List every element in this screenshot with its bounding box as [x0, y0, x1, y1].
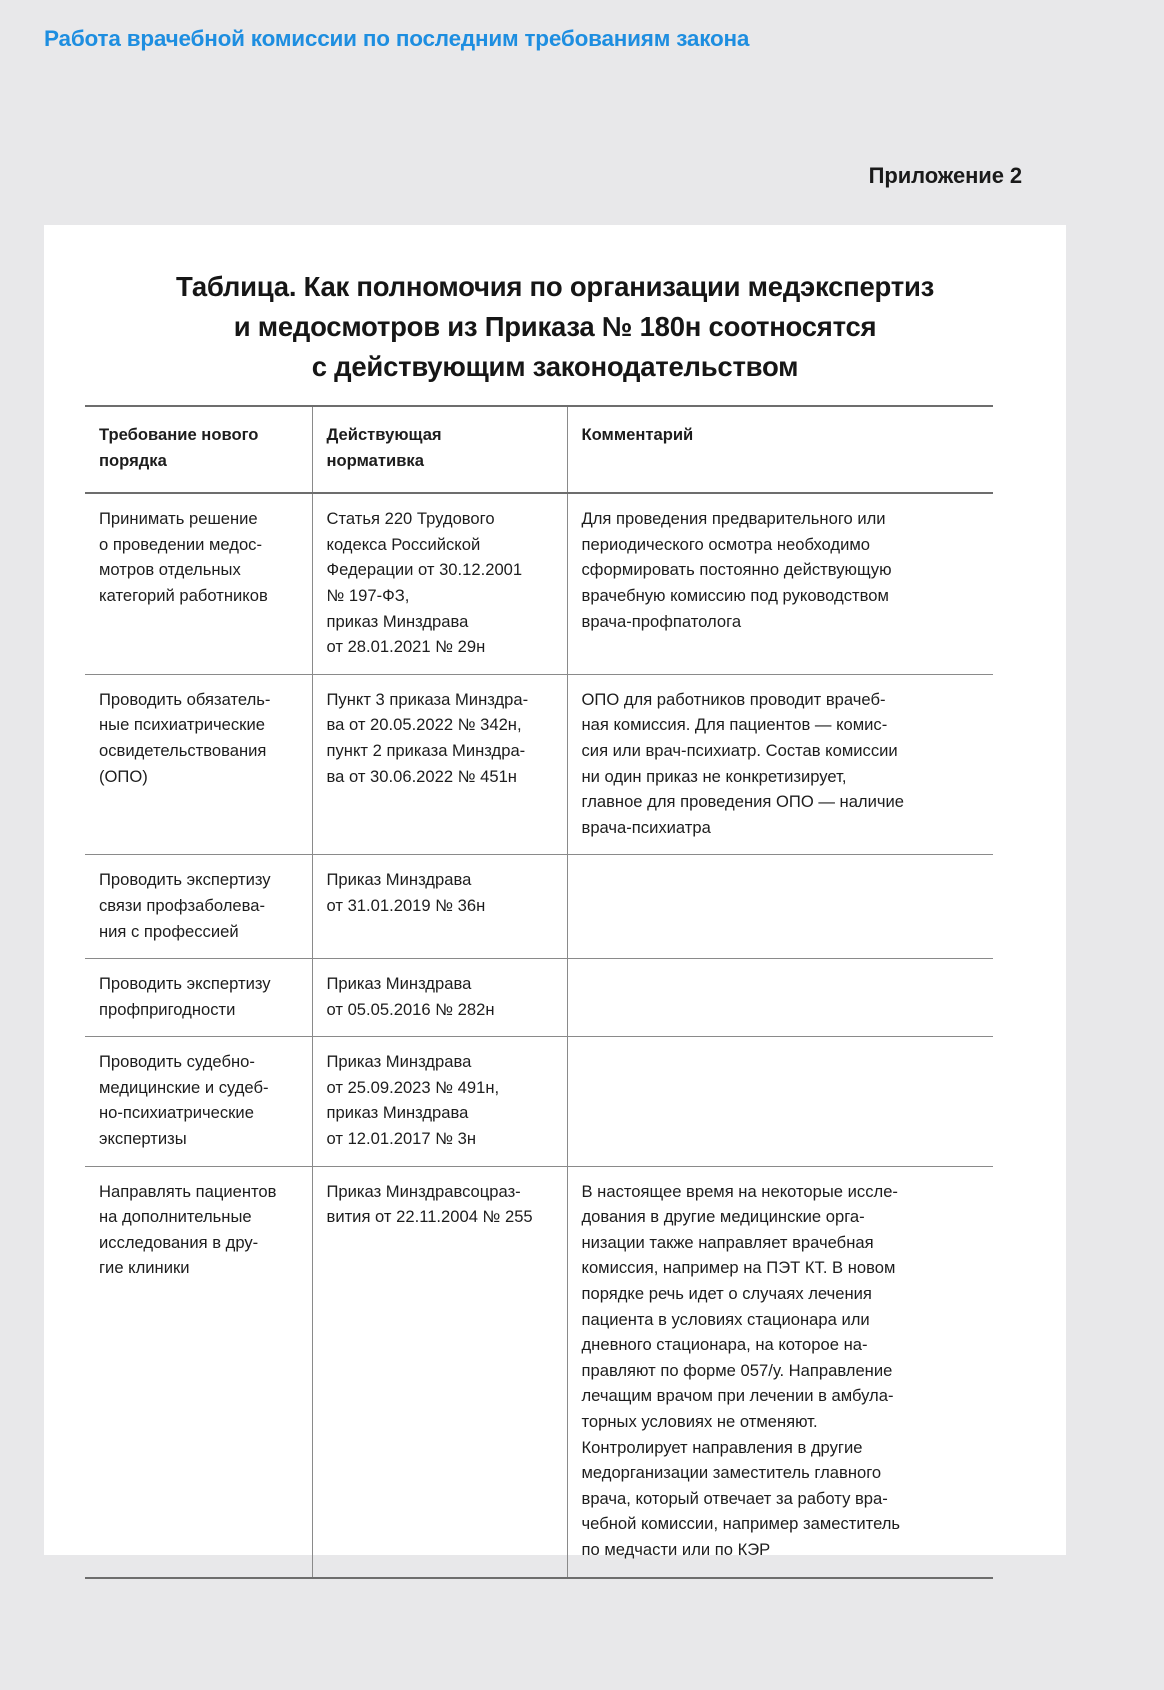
column-header-regulation-line-1: Действующая [326, 425, 442, 444]
text-line: низации также направляет врачебная [581, 1232, 874, 1252]
table-title-line-3: с действующим законодательством [311, 351, 799, 382]
text-line: периодического осмотра необходимо [581, 534, 871, 554]
text-line: гие клиники [99, 1258, 190, 1278]
cell-comment [567, 493, 993, 674]
text-line: освидетельствования [99, 740, 267, 760]
text-line: пункт 2 приказа Минздра- [326, 740, 526, 760]
cell-requirement [85, 674, 312, 855]
table-title-line-1: Таблица. Как полномочия по организации медэкспертиз [175, 271, 935, 302]
text-line: дования в другие медицинские орга- [581, 1207, 865, 1227]
table-row [85, 855, 993, 959]
text-line: кодекса Российской [326, 534, 481, 554]
text-line: ва от 20.05.2022 № 342н, [326, 715, 522, 735]
text-line: Федерации от 30.12.2001 [326, 560, 523, 580]
text-line: Для проведения предварительного или [581, 509, 886, 529]
cell-regulation [312, 855, 567, 959]
cell-regulation [312, 674, 567, 855]
column-header-regulation [312, 406, 567, 493]
text-line: приказ Минздрава [326, 1103, 469, 1123]
text-line: медорганизации заместитель главного [581, 1463, 882, 1483]
text-line: сформировать постоянно действующую [581, 560, 892, 580]
text-line: ные психиатрические [99, 715, 265, 735]
table-row [85, 674, 993, 855]
text-line: Проводить экспертизу [99, 870, 271, 890]
text-line: Приказ Минздрава [326, 1052, 472, 1072]
text-line: от 25.09.2023 № 491н, [326, 1077, 500, 1097]
cell-regulation [312, 1166, 567, 1577]
text-line: Приказ Минздрава [326, 974, 472, 994]
comparison-table [85, 405, 993, 1579]
text-line: Направлять пациентов [99, 1181, 277, 1201]
cell-requirement [85, 493, 312, 674]
cell-requirement [85, 959, 312, 1037]
text-line: врача, который отвечает за работу вра- [581, 1488, 888, 1508]
text-line: лечащим врачом при лечении в амбула- [581, 1386, 894, 1406]
text-line: Статья 220 Трудового [326, 509, 495, 529]
text-line: В настоящее время на некоторые иссле- [581, 1181, 898, 1201]
text-line: ная комиссия. Для пациентов — комис- [581, 715, 888, 735]
text-line: связи профзаболева- [99, 895, 265, 915]
text-line: Приказ Минздрава [326, 870, 472, 890]
text-line: Пункт 3 приказа Минздра- [326, 689, 529, 709]
text-line: торных условиях не отменяют. [581, 1412, 818, 1431]
text-line: Проводить судебно- [99, 1052, 255, 1072]
column-header-comment [567, 406, 993, 493]
text-line: ОПО для работников проводит врачеб- [581, 689, 886, 709]
text-line: но-психиатрические [99, 1103, 254, 1123]
appendix-label: Приложение 2 [868, 163, 1022, 188]
cell-comment [567, 1037, 993, 1166]
text-line: ния с профессией [99, 921, 239, 941]
text-line: по медчасти или по КЭР [581, 1539, 771, 1559]
cell-comment [567, 855, 993, 959]
text-line: Приказ Минздравсоцраз- [326, 1181, 521, 1201]
running-head: Работа врачебной комиссии по последним требованиям закона [44, 26, 750, 51]
text-line: от 12.01.2017 № 3н [326, 1129, 477, 1149]
table-header-row [85, 406, 993, 493]
text-line: о проведении медос- [99, 534, 263, 554]
text-line: комиссия, например на ПЭТ КТ. В новом [581, 1258, 896, 1278]
text-line: медицинские и судеб- [99, 1077, 269, 1097]
text-line: пациента в условиях стационара или [581, 1309, 870, 1329]
text-line: № 197-ФЗ, [326, 585, 410, 605]
text-line: ва от 30.06.2022 № 451н [326, 766, 517, 786]
text-line: от 31.01.2019 № 36н [326, 895, 486, 915]
text-line: порядке речь идет о случаях лечения [581, 1284, 872, 1304]
column-header-regulation-line-2: нормативка [326, 450, 424, 470]
cell-requirement [85, 855, 312, 959]
content-sheet [44, 225, 1066, 1559]
text-line: от 28.01.2021 № 29н [326, 637, 486, 657]
table-row [85, 1037, 993, 1166]
column-header-comment-line-1: Комментарий [581, 425, 694, 444]
text-line: мотров отдельных [99, 560, 241, 580]
text-line: врача-психиатра [581, 817, 711, 837]
cell-regulation [312, 1037, 567, 1166]
text-line: приказ Минздрава [326, 611, 469, 631]
cell-comment [567, 959, 993, 1037]
text-line: врача-профпатолога [581, 611, 742, 631]
text-line: правляют по форме 057/у. Направление [581, 1360, 893, 1380]
cell-requirement [85, 1166, 312, 1577]
text-line: категорий работников [99, 585, 268, 605]
cell-comment [567, 674, 993, 855]
cell-regulation [312, 959, 567, 1037]
text-line: Проводить обязатель- [99, 689, 271, 709]
text-line: главное для проведения ОПО — наличие [581, 792, 905, 812]
text-line: Проводить экспертизу [99, 974, 271, 994]
column-header-requirement-line-1: Требование нового [99, 425, 259, 444]
text-line: сия или врач-психиатр. Состав комиссии [581, 740, 898, 760]
text-line: Принимать решение [99, 509, 258, 529]
cell-requirement [85, 1037, 312, 1166]
text-line: от 05.05.2016 № 282н [326, 999, 495, 1019]
column-header-requirement-line-2: порядка [99, 450, 167, 470]
column-header-requirement [85, 406, 312, 493]
table-row [85, 959, 993, 1037]
text-line: вития от 22.11.2004 № 255 [326, 1207, 533, 1227]
table-row [85, 1166, 993, 1577]
text-line: Контролирует направления в другие [581, 1437, 863, 1457]
table-title [100, 267, 1010, 387]
text-line: ни один приказ не конкретизирует, [581, 766, 847, 786]
text-line: экспертизы [99, 1129, 187, 1149]
text-line: (ОПО) [99, 766, 148, 786]
table-row [85, 493, 993, 674]
cell-comment [567, 1166, 993, 1577]
text-line: чебной комиссии, например заместитель [581, 1514, 901, 1534]
text-line: профпригодности [99, 999, 236, 1019]
cell-regulation [312, 493, 567, 674]
text-line: врачебную комиссию под руководством [581, 585, 889, 605]
text-line: дневного стационара, на которое на- [581, 1335, 868, 1355]
text-line: исследования в дру- [99, 1232, 259, 1252]
table-title-line-2: и медосмотров из Приказа № 180н соотносятся [233, 311, 877, 342]
text-line: на дополнительные [99, 1207, 252, 1227]
